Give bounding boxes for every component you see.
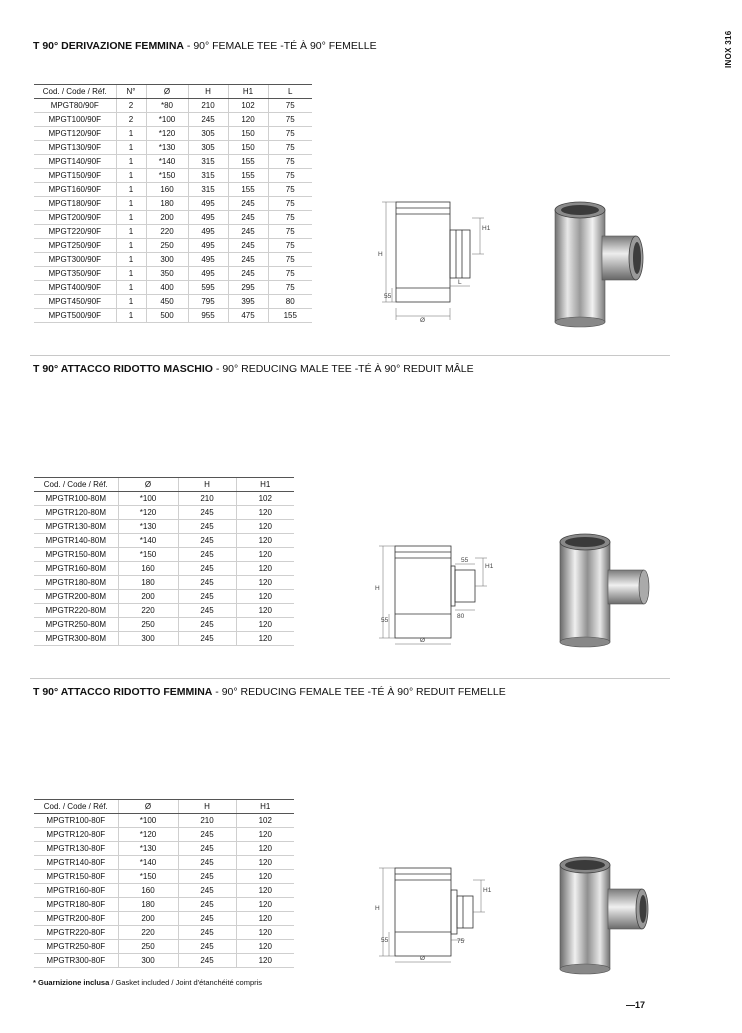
table-cell: 245: [188, 113, 228, 127]
table-cell: 1: [116, 267, 146, 281]
table-cell: MPGTR180-80M: [34, 576, 118, 590]
table-cell: *120: [146, 127, 188, 141]
table-cell: 75: [268, 225, 312, 239]
dim-h1-label: H1: [485, 563, 494, 570]
table-cell: 160: [146, 183, 188, 197]
table-cell: MPGTR120-80M: [34, 506, 118, 520]
table-row: [34, 520, 294, 534]
table-cell: 210: [188, 99, 228, 113]
table-row: [34, 576, 294, 590]
table-cell: 180: [118, 898, 178, 912]
table-cell: 245: [228, 211, 268, 225]
table-cell: 245: [228, 239, 268, 253]
table-cell: 120: [236, 898, 294, 912]
table-cell: MPGT300/90F: [34, 253, 116, 267]
table-cell: *100: [118, 814, 178, 828]
table-header-cell: H: [188, 85, 228, 99]
section-2-title-bold: T 90° ATTACCO RIDOTTO MASCHIO: [33, 363, 213, 375]
table-cell: 315: [188, 155, 228, 169]
table-cell: 120: [236, 520, 294, 534]
table-cell: MPGTR150-80F: [34, 870, 118, 884]
table-cell: 1: [116, 253, 146, 267]
table-cell: *100: [118, 492, 178, 506]
table-cell: *140: [146, 155, 188, 169]
table-cell: *100: [146, 113, 188, 127]
table-cell: 245: [178, 562, 236, 576]
table-row: [34, 169, 312, 183]
table-cell: 395: [228, 295, 268, 309]
table-row: [34, 548, 294, 562]
table-cell: 210: [178, 492, 236, 506]
table-cell: 75: [268, 253, 312, 267]
table-cell: 500: [146, 309, 188, 323]
table-cell: 245: [178, 548, 236, 562]
table-row: [34, 492, 294, 506]
table-cell: MPGT160/90F: [34, 183, 116, 197]
table-header-cell: H1: [236, 478, 294, 492]
table-cell: *130: [118, 842, 178, 856]
table-header-cell: Ø: [118, 478, 178, 492]
product-table-reducing-male-tee: [34, 477, 294, 646]
table-cell: MPGT150/90F: [34, 169, 116, 183]
table-cell: 160: [118, 562, 178, 576]
table-cell: *150: [118, 870, 178, 884]
table-cell: 245: [178, 856, 236, 870]
table-cell: 795: [188, 295, 228, 309]
table-cell: 75: [268, 267, 312, 281]
table-cell: 955: [188, 309, 228, 323]
technical-drawing-reducing-male-tee: [365, 540, 515, 650]
table-row: [34, 141, 312, 155]
table-header-cell: H: [178, 478, 236, 492]
table-header-cell: Ø: [118, 800, 178, 814]
table-cell: 245: [178, 618, 236, 632]
table-cell: MPGT100/90F: [34, 113, 116, 127]
table-cell: 315: [188, 183, 228, 197]
table-cell: 300: [118, 954, 178, 968]
table-cell: MPGT140/90F: [34, 155, 116, 169]
table-cell: 200: [118, 590, 178, 604]
table-header-cell: Cod. / Code / Réf.: [34, 478, 118, 492]
dim-55-label: 55: [384, 293, 392, 300]
table-cell: 75: [268, 127, 312, 141]
section-1-title: [33, 40, 377, 52]
table-cell: 305: [188, 127, 228, 141]
table-cell: MPGTR140-80F: [34, 856, 118, 870]
table-header-cell: Cod. / Code / Réf.: [34, 800, 118, 814]
table-cell: 1: [116, 309, 146, 323]
table-cell: MPGTR120-80F: [34, 828, 118, 842]
table-cell: 102: [228, 99, 268, 113]
table-row: [34, 295, 312, 309]
table-cell: 75: [268, 281, 312, 295]
dim-h-label: H: [378, 251, 383, 258]
table-cell: MPGT450/90F: [34, 295, 116, 309]
dim-top-55-label: 55: [461, 557, 469, 564]
table-cell: 75: [268, 211, 312, 225]
table-cell: MPGTR200-80M: [34, 590, 118, 604]
dim-diameter-label: Ø: [420, 317, 426, 324]
table-cell: MPGT350/90F: [34, 267, 116, 281]
table-cell: MPGTR140-80M: [34, 534, 118, 548]
table-row: [34, 155, 312, 169]
dim-h1-label: H1: [483, 887, 492, 894]
table-cell: 245: [228, 253, 268, 267]
table-cell: MPGTR300-80F: [34, 954, 118, 968]
table-header-cell: H1: [228, 85, 268, 99]
dim-55-label: 55: [381, 617, 389, 624]
table-cell: *140: [118, 534, 178, 548]
table-cell: 120: [236, 576, 294, 590]
footnote-rest: / Gasket included / Joint d'étanchéité compris: [109, 978, 263, 987]
table-cell: 120: [236, 940, 294, 954]
table-cell: *80: [146, 99, 188, 113]
table-cell: 245: [178, 898, 236, 912]
table-cell: 245: [178, 842, 236, 856]
table-cell: MPGT80/90F: [34, 99, 116, 113]
section-3-title-rest: - 90° REDUCING FEMALE TEE -TÉ À 90° REDUIT FEMELLE: [212, 686, 506, 698]
table-cell: 75: [268, 197, 312, 211]
table-cell: 155: [228, 183, 268, 197]
table-cell: MPGT220/90F: [34, 225, 116, 239]
table-cell: 1: [116, 183, 146, 197]
table-row: [34, 309, 312, 323]
table-cell: 245: [178, 576, 236, 590]
table-cell: MPGTR180-80F: [34, 898, 118, 912]
table-row: [34, 99, 312, 113]
table-cell: 75: [268, 99, 312, 113]
table-row: [34, 253, 312, 267]
technical-drawing-female-tee: [372, 190, 512, 325]
dim-l-label: L: [458, 279, 462, 286]
table-cell: *150: [146, 169, 188, 183]
table-cell: MPGT120/90F: [34, 127, 116, 141]
table-cell: 75: [268, 141, 312, 155]
table-cell: 2: [116, 99, 146, 113]
table-cell: 120: [236, 870, 294, 884]
page-number: —17: [625, 1000, 645, 1010]
table-cell: 160: [118, 884, 178, 898]
table-cell: 1: [116, 211, 146, 225]
table-row: [34, 534, 294, 548]
table-row: [34, 856, 294, 870]
table-cell: 155: [268, 309, 312, 323]
table-cell: 150: [228, 141, 268, 155]
table-cell: MPGTR220-80M: [34, 604, 118, 618]
table-cell: 305: [188, 141, 228, 155]
table-cell: MPGTR100-80F: [34, 814, 118, 828]
table-cell: 220: [118, 926, 178, 940]
table-cell: MPGTR200-80F: [34, 912, 118, 926]
table-cell: 210: [178, 814, 236, 828]
dim-diameter-label: Ø: [420, 637, 426, 644]
section-1-title-rest: - 90° FEMALE TEE -TÉ À 90° FEMELLE: [184, 40, 377, 52]
dim-80-label: 80: [457, 613, 465, 620]
table-row: [34, 562, 294, 576]
table-cell: 245: [178, 506, 236, 520]
table-cell: *130: [146, 141, 188, 155]
table-header-cell: L: [268, 85, 312, 99]
table-row: [34, 870, 294, 884]
table-cell: 220: [146, 225, 188, 239]
table-cell: 150: [228, 127, 268, 141]
table-row: [34, 940, 294, 954]
table-cell: 495: [188, 225, 228, 239]
table-cell: 1: [116, 169, 146, 183]
table-cell: 1: [116, 141, 146, 155]
table-cell: MPGTR100-80M: [34, 492, 118, 506]
technical-drawing-reducing-female-tee: [365, 860, 515, 970]
table-cell: 315: [188, 169, 228, 183]
table-row: [34, 267, 312, 281]
table-row: [34, 127, 312, 141]
table-cell: 120: [236, 912, 294, 926]
table-cell: 1: [116, 197, 146, 211]
product-table-reducing-female-tee: [34, 799, 294, 968]
table-row: [34, 590, 294, 604]
table-cell: 80: [268, 295, 312, 309]
table-cell: 220: [118, 604, 178, 618]
table-cell: 245: [178, 590, 236, 604]
table-cell: MPGTR160-80M: [34, 562, 118, 576]
table-cell: 1: [116, 295, 146, 309]
table-cell: 200: [146, 211, 188, 225]
table-cell: 120: [236, 590, 294, 604]
table-row: [34, 281, 312, 295]
product-photo-female-tee: [540, 190, 650, 330]
table-cell: 495: [188, 197, 228, 211]
table-cell: 120: [236, 506, 294, 520]
table-cell: 245: [228, 267, 268, 281]
table-cell: MPGTR300-80M: [34, 632, 118, 646]
table-cell: 245: [178, 884, 236, 898]
table-cell: *130: [118, 520, 178, 534]
table-cell: MPGT200/90F: [34, 211, 116, 225]
table-cell: MPGT250/90F: [34, 239, 116, 253]
table-cell: 245: [178, 520, 236, 534]
footnote: [33, 978, 262, 987]
table-row: [34, 183, 312, 197]
product-table-female-tee: [34, 84, 312, 323]
table-cell: 250: [118, 618, 178, 632]
table-row: [34, 912, 294, 926]
table-header-cell: Ø: [146, 85, 188, 99]
table-header-cell: Cod. / Code / Réf.: [34, 85, 116, 99]
table-cell: 120: [236, 926, 294, 940]
dim-diameter-label: Ø: [420, 955, 426, 962]
dim-55-label: 55: [381, 937, 389, 944]
table-cell: 245: [178, 954, 236, 968]
table-row: [34, 632, 294, 646]
table-cell: 495: [188, 211, 228, 225]
table-header-cell: H: [178, 800, 236, 814]
section-2-title-rest: - 90° REDUCING MALE TEE -TÉ À 90° REDUIT MÂLE: [212, 363, 474, 375]
table-cell: *150: [118, 548, 178, 562]
footnote-bold: * Guarnizione inclusa: [33, 978, 110, 987]
table-cell: 102: [236, 814, 294, 828]
side-tab-label: INOX 316: [724, 30, 733, 68]
table-cell: 120: [236, 618, 294, 632]
table-cell: 120: [236, 534, 294, 548]
table-cell: MPGTR150-80M: [34, 548, 118, 562]
table-cell: 102: [236, 492, 294, 506]
table-cell: 245: [178, 926, 236, 940]
table-row: [34, 898, 294, 912]
table-cell: 245: [178, 534, 236, 548]
table-row: [34, 954, 294, 968]
table-header-cell: N°: [116, 85, 146, 99]
table-cell: 120: [236, 562, 294, 576]
table-cell: MPGTR130-80M: [34, 520, 118, 534]
table-cell: 1: [116, 127, 146, 141]
table-cell: 245: [178, 940, 236, 954]
table-cell: 245: [178, 870, 236, 884]
table-cell: MPGTR160-80F: [34, 884, 118, 898]
table-row: [34, 618, 294, 632]
table-cell: *140: [118, 856, 178, 870]
table-cell: 595: [188, 281, 228, 295]
table-row: [34, 884, 294, 898]
section-3-title: [33, 686, 506, 698]
table-cell: MPGTR250-80M: [34, 618, 118, 632]
table-cell: *120: [118, 828, 178, 842]
table-row: [34, 211, 312, 225]
table-cell: 400: [146, 281, 188, 295]
table-row: [34, 506, 294, 520]
section-1-title-bold: T 90° DERIVAZIONE FEMMINA: [33, 40, 185, 52]
table-cell: 1: [116, 155, 146, 169]
table-cell: MPGTR130-80F: [34, 842, 118, 856]
product-photo-reducing-female-tee: [548, 845, 658, 975]
table-cell: 295: [228, 281, 268, 295]
dim-75-label: 75: [457, 938, 465, 945]
table-cell: 250: [146, 239, 188, 253]
table-cell: MPGTR250-80F: [34, 940, 118, 954]
table-cell: MPGT400/90F: [34, 281, 116, 295]
table-row: [34, 926, 294, 940]
table-row: [34, 239, 312, 253]
dim-h1-label: H1: [482, 225, 491, 232]
table-cell: 120: [236, 884, 294, 898]
table-cell: *120: [118, 506, 178, 520]
section-3-title-bold: T 90° ATTACCO RIDOTTO FEMMINA: [33, 686, 213, 698]
table-cell: 120: [236, 548, 294, 562]
table-cell: 180: [118, 576, 178, 590]
table-row: [34, 197, 312, 211]
table-cell: 120: [236, 856, 294, 870]
table-header-cell: H1: [236, 800, 294, 814]
table-row: [34, 113, 312, 127]
table-cell: 155: [228, 155, 268, 169]
table-cell: 300: [118, 632, 178, 646]
table-cell: 75: [268, 155, 312, 169]
table-cell: 350: [146, 267, 188, 281]
product-photo-reducing-male-tee: [548, 522, 658, 652]
table-cell: 155: [228, 169, 268, 183]
table-cell: 1: [116, 239, 146, 253]
table-cell: 120: [236, 842, 294, 856]
table-cell: 495: [188, 267, 228, 281]
table-cell: 245: [178, 632, 236, 646]
table-cell: 475: [228, 309, 268, 323]
dim-h-label: H: [375, 585, 380, 592]
section-2-title: [33, 363, 474, 375]
section-divider: [30, 678, 670, 679]
table-row: [34, 225, 312, 239]
table-cell: MPGT500/90F: [34, 309, 116, 323]
table-cell: 245: [228, 197, 268, 211]
table-cell: 75: [268, 169, 312, 183]
table-cell: 245: [228, 225, 268, 239]
table-cell: 120: [236, 632, 294, 646]
table-cell: 495: [188, 239, 228, 253]
table-cell: 75: [268, 113, 312, 127]
table-cell: 120: [236, 604, 294, 618]
table-cell: 245: [178, 912, 236, 926]
table-row: [34, 842, 294, 856]
table-cell: 120: [228, 113, 268, 127]
table-cell: 75: [268, 183, 312, 197]
table-cell: 180: [146, 197, 188, 211]
table-cell: 1: [116, 281, 146, 295]
dim-h-label: H: [375, 905, 380, 912]
table-cell: 245: [178, 828, 236, 842]
table-row: [34, 828, 294, 842]
table-cell: MPGT180/90F: [34, 197, 116, 211]
table-cell: 1: [116, 225, 146, 239]
table-cell: 120: [236, 828, 294, 842]
table-cell: 245: [178, 604, 236, 618]
table-row: [34, 814, 294, 828]
table-row: [34, 604, 294, 618]
table-cell: 2: [116, 113, 146, 127]
table-cell: 300: [146, 253, 188, 267]
table-cell: 495: [188, 253, 228, 267]
table-cell: 450: [146, 295, 188, 309]
section-divider: [30, 355, 670, 356]
table-cell: 75: [268, 239, 312, 253]
table-cell: MPGTR220-80F: [34, 926, 118, 940]
table-cell: 250: [118, 940, 178, 954]
table-cell: MPGT130/90F: [34, 141, 116, 155]
table-cell: 200: [118, 912, 178, 926]
table-cell: 120: [236, 954, 294, 968]
